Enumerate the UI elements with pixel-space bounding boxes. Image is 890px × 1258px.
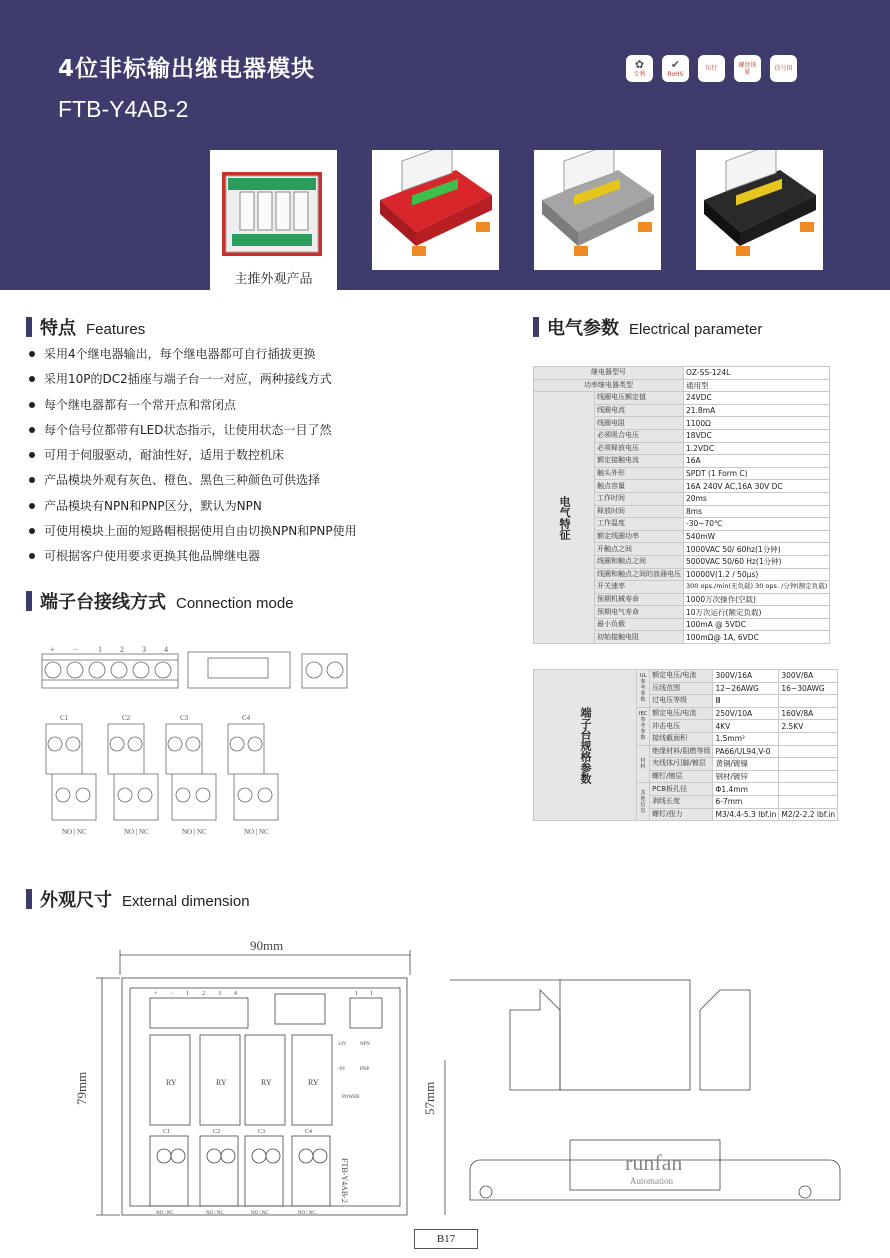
svg-text:3: 3 [218, 991, 221, 997]
relay-module-gray-image [534, 150, 661, 270]
list-item: 可使用模块上面的短路帽根据使用自由切换NPN和PNP使用 [24, 523, 357, 548]
table-row: 电气特征 线圈电压额定值 24VDC [534, 392, 830, 405]
table-row: 继电器型号 OZ-SS-124L [534, 367, 830, 380]
svg-text:57mm: 57mm [422, 1081, 437, 1115]
table-row: 螺钉/镀层 钢材/镀锌 [534, 770, 838, 783]
list-item: 每个继电器都有一个常开点和常闭点 [24, 397, 357, 422]
svg-text:−: − [73, 645, 78, 654]
table-row: 预期机械寿命 1000万次操作(空载) [534, 593, 830, 606]
svg-text:NO | NC: NO | NC [244, 828, 269, 836]
table-row: 螺钉/扭力 M3/4.4-5.3 lbf.in M2/2-2.2 lbf.in [534, 808, 838, 821]
svg-text:NO | NC: NO | NC [182, 828, 207, 836]
svg-text:NO | NC: NO | NC [298, 1211, 316, 1216]
table-row: 触点容量 16A 240V AC,16A 30V DC [534, 480, 830, 493]
svg-text:PNP: PNP [360, 1067, 370, 1072]
table-row: 线圈和触点之间 5000VAC 50/60 Hz(1分钟) [534, 555, 830, 568]
photo-caption: 主推外观产品 [210, 270, 337, 290]
table-row: 材料 绝缘材料/阻燃等级 PA66/UL94,V-0 [534, 745, 838, 758]
dimension-drawing [70, 930, 870, 1230]
svg-text:+: + [154, 991, 158, 997]
svg-text:1: 1 [370, 991, 373, 997]
dimension-heading: 外观尺寸 External dimension [26, 886, 250, 912]
screw-badge [734, 55, 761, 82]
svg-text:90mm: 90mm [250, 938, 284, 953]
table-row: 初始接触电阻 100mΩ@ 1A, 6VDC [534, 631, 830, 644]
table-row: 额定接触电流 16A [534, 455, 830, 468]
svg-text:RY: RY [216, 1078, 227, 1087]
connection-diagram [38, 640, 358, 840]
svg-text:NO | NC: NO | NC [206, 1211, 224, 1216]
table-row: 预期电气寿命 10万次运行(额定负载) [534, 606, 830, 619]
svg-text:C1: C1 [60, 714, 69, 722]
svg-text:24V: 24V [338, 1042, 347, 1047]
list-item: 采用4个继电器输出，每个继电器都可自行插拔更换 [24, 346, 357, 371]
crimp-badge [698, 55, 725, 82]
screw-icon: 螺丝锁紧 [738, 61, 757, 76]
svg-text:1: 1 [98, 645, 102, 654]
svg-text:NO | NC: NO | NC [251, 1211, 269, 1216]
svg-text:C3: C3 [258, 1129, 266, 1135]
table-row: IEC参考参数 额定电压/电流 250V/10A 160V/8A [534, 707, 838, 720]
features-list [24, 346, 357, 574]
table-row: 接线截面积 1.5mm² [534, 732, 838, 745]
svg-text:2: 2 [202, 991, 205, 997]
table-row: 必须释放电压 1.2VDC [534, 442, 830, 455]
svg-text:1: 1 [355, 991, 358, 997]
svg-text:Automation: Automation [630, 1176, 673, 1186]
product-photo-4 [696, 150, 823, 270]
list-item: 可用于伺服驱动，耐油性好，适用于数控机床 [24, 447, 357, 472]
table-row: 开关速率 300 ops./min(无负载) 30 ops. /分钟(额定负载) [534, 581, 830, 594]
svg-text:C2: C2 [122, 714, 131, 722]
relay-module-red-image [372, 150, 499, 270]
page-title: 4位非标输出继电器模块 [58, 56, 316, 82]
table-row: 最小负载 100mA @ 5VDC [534, 618, 830, 631]
electrical-parameter-table [533, 366, 830, 644]
svg-text:RY: RY [261, 1078, 272, 1087]
signal-icon: 信号用 [774, 65, 793, 72]
svg-text:3: 3 [142, 645, 146, 654]
svg-text:1: 1 [186, 991, 189, 997]
model-number: FTB-Y4AB-2 [58, 96, 189, 122]
list-item: 产品模块外观有灰色、橙色、黑色三种颜色可供选择 [24, 472, 357, 497]
patent-icon: ✿ [634, 58, 645, 71]
table-row: 额定线圈功率 540mW [534, 530, 830, 543]
svg-text:−: − [170, 991, 174, 997]
table-row: 开触点之间 1000VAC 50/ 60hz(1分钟) [534, 543, 830, 556]
rohs-icon: ✔ [670, 58, 681, 71]
svg-text:RY: RY [308, 1078, 319, 1087]
crimp-icon: 压针 [705, 65, 718, 72]
svg-text:RY: RY [166, 1078, 177, 1087]
relay-module-pcb-image [210, 150, 337, 270]
svg-text:C3: C3 [180, 714, 189, 722]
table-row: 触头外形 SPDT (1 Form C) [534, 467, 830, 480]
electrical-heading: 电气参数 Electrical parameter [533, 314, 762, 340]
svg-text:NO | NC: NO | NC [124, 828, 149, 836]
svg-text:4: 4 [164, 645, 168, 654]
table-row: 剥线长度 6-7mm [534, 795, 838, 808]
table-row: 冲击电压 4KV 2.5KV [534, 720, 838, 733]
table-row: 压线范围 12~26AWG 16~30AWG [534, 682, 838, 695]
table-row: 释放时间 8ms [534, 505, 830, 518]
product-photos [210, 150, 823, 270]
table-row: 过电压等级 Ⅲ [534, 695, 838, 708]
table-row: 工作时间 20ms [534, 492, 830, 505]
relay-module-black-image [696, 150, 823, 270]
table-row: 线圈电阻 1100Ω [534, 417, 830, 430]
patent-badge: ✿ 专利 [626, 55, 653, 82]
list-item: 采用10P的DC2插座与端子台一一对应，两种接线方式 [24, 371, 357, 396]
product-photo-1 [210, 150, 337, 270]
features-heading: 特点 Features [26, 314, 145, 340]
svg-text:FTB-Y4AB-2: FTB-Y4AB-2 [340, 1158, 349, 1203]
svg-text:POWER: POWER [342, 1095, 360, 1100]
svg-text:NPN: NPN [360, 1042, 371, 1047]
signal-badge [770, 55, 797, 82]
terminal-parameter-table [533, 669, 838, 821]
table-row: 其他信息 PCB板孔径 Φ1.4mm [534, 783, 838, 796]
rohs-badge: ✔ RoHS [662, 55, 689, 82]
table-row: 工作温度 -30~70℃ [534, 518, 830, 531]
table-row: 功率继电器类型 通用型 [534, 379, 830, 392]
svg-text:NO | NC: NO | NC [156, 1211, 174, 1216]
header-banner [0, 0, 890, 290]
table-row: 必须吸合电压 18VDC [534, 429, 830, 442]
product-photo-3 [534, 150, 661, 270]
product-photo-2 [372, 150, 499, 270]
svg-text:79mm: 79mm [74, 1071, 89, 1105]
list-item: 产品模块有NPN和PNP区分，默认为NPN [24, 498, 357, 523]
svg-text:2: 2 [120, 645, 124, 654]
svg-text:C4: C4 [242, 714, 251, 722]
certification-badges [626, 55, 797, 82]
table-row: 线圈和触点之间的浪涌电压 10000V(1.2 / 50μs) [534, 568, 830, 581]
connection-heading: 端子台接线方式 Connection mode [26, 588, 294, 614]
svg-text:-0V: -0V [338, 1067, 346, 1072]
svg-text:C1: C1 [163, 1129, 171, 1135]
list-item: 可根据客户使用要求更换其他品牌继电器 [24, 548, 357, 573]
list-item: 每个信号位都带有LED状态指示，让使用状态一目了然 [24, 422, 357, 447]
svg-text:runfan: runfan [625, 1150, 683, 1175]
svg-text:C4: C4 [305, 1129, 313, 1135]
table-row: 端子台规格参数 UL参考参数 额定电压/电流 300V/16A 300V/8A [534, 670, 838, 683]
table-row: 夹线体/引脚/镀层 黄铜/镀镍 [534, 758, 838, 771]
svg-text:4: 4 [234, 991, 237, 997]
table-row: 线圈电流 21.8mA [534, 404, 830, 417]
svg-text:C2: C2 [213, 1129, 221, 1135]
svg-text:NO | NC: NO | NC [62, 828, 87, 836]
svg-text:+: + [50, 645, 55, 654]
page-number: B17 [414, 1229, 478, 1249]
